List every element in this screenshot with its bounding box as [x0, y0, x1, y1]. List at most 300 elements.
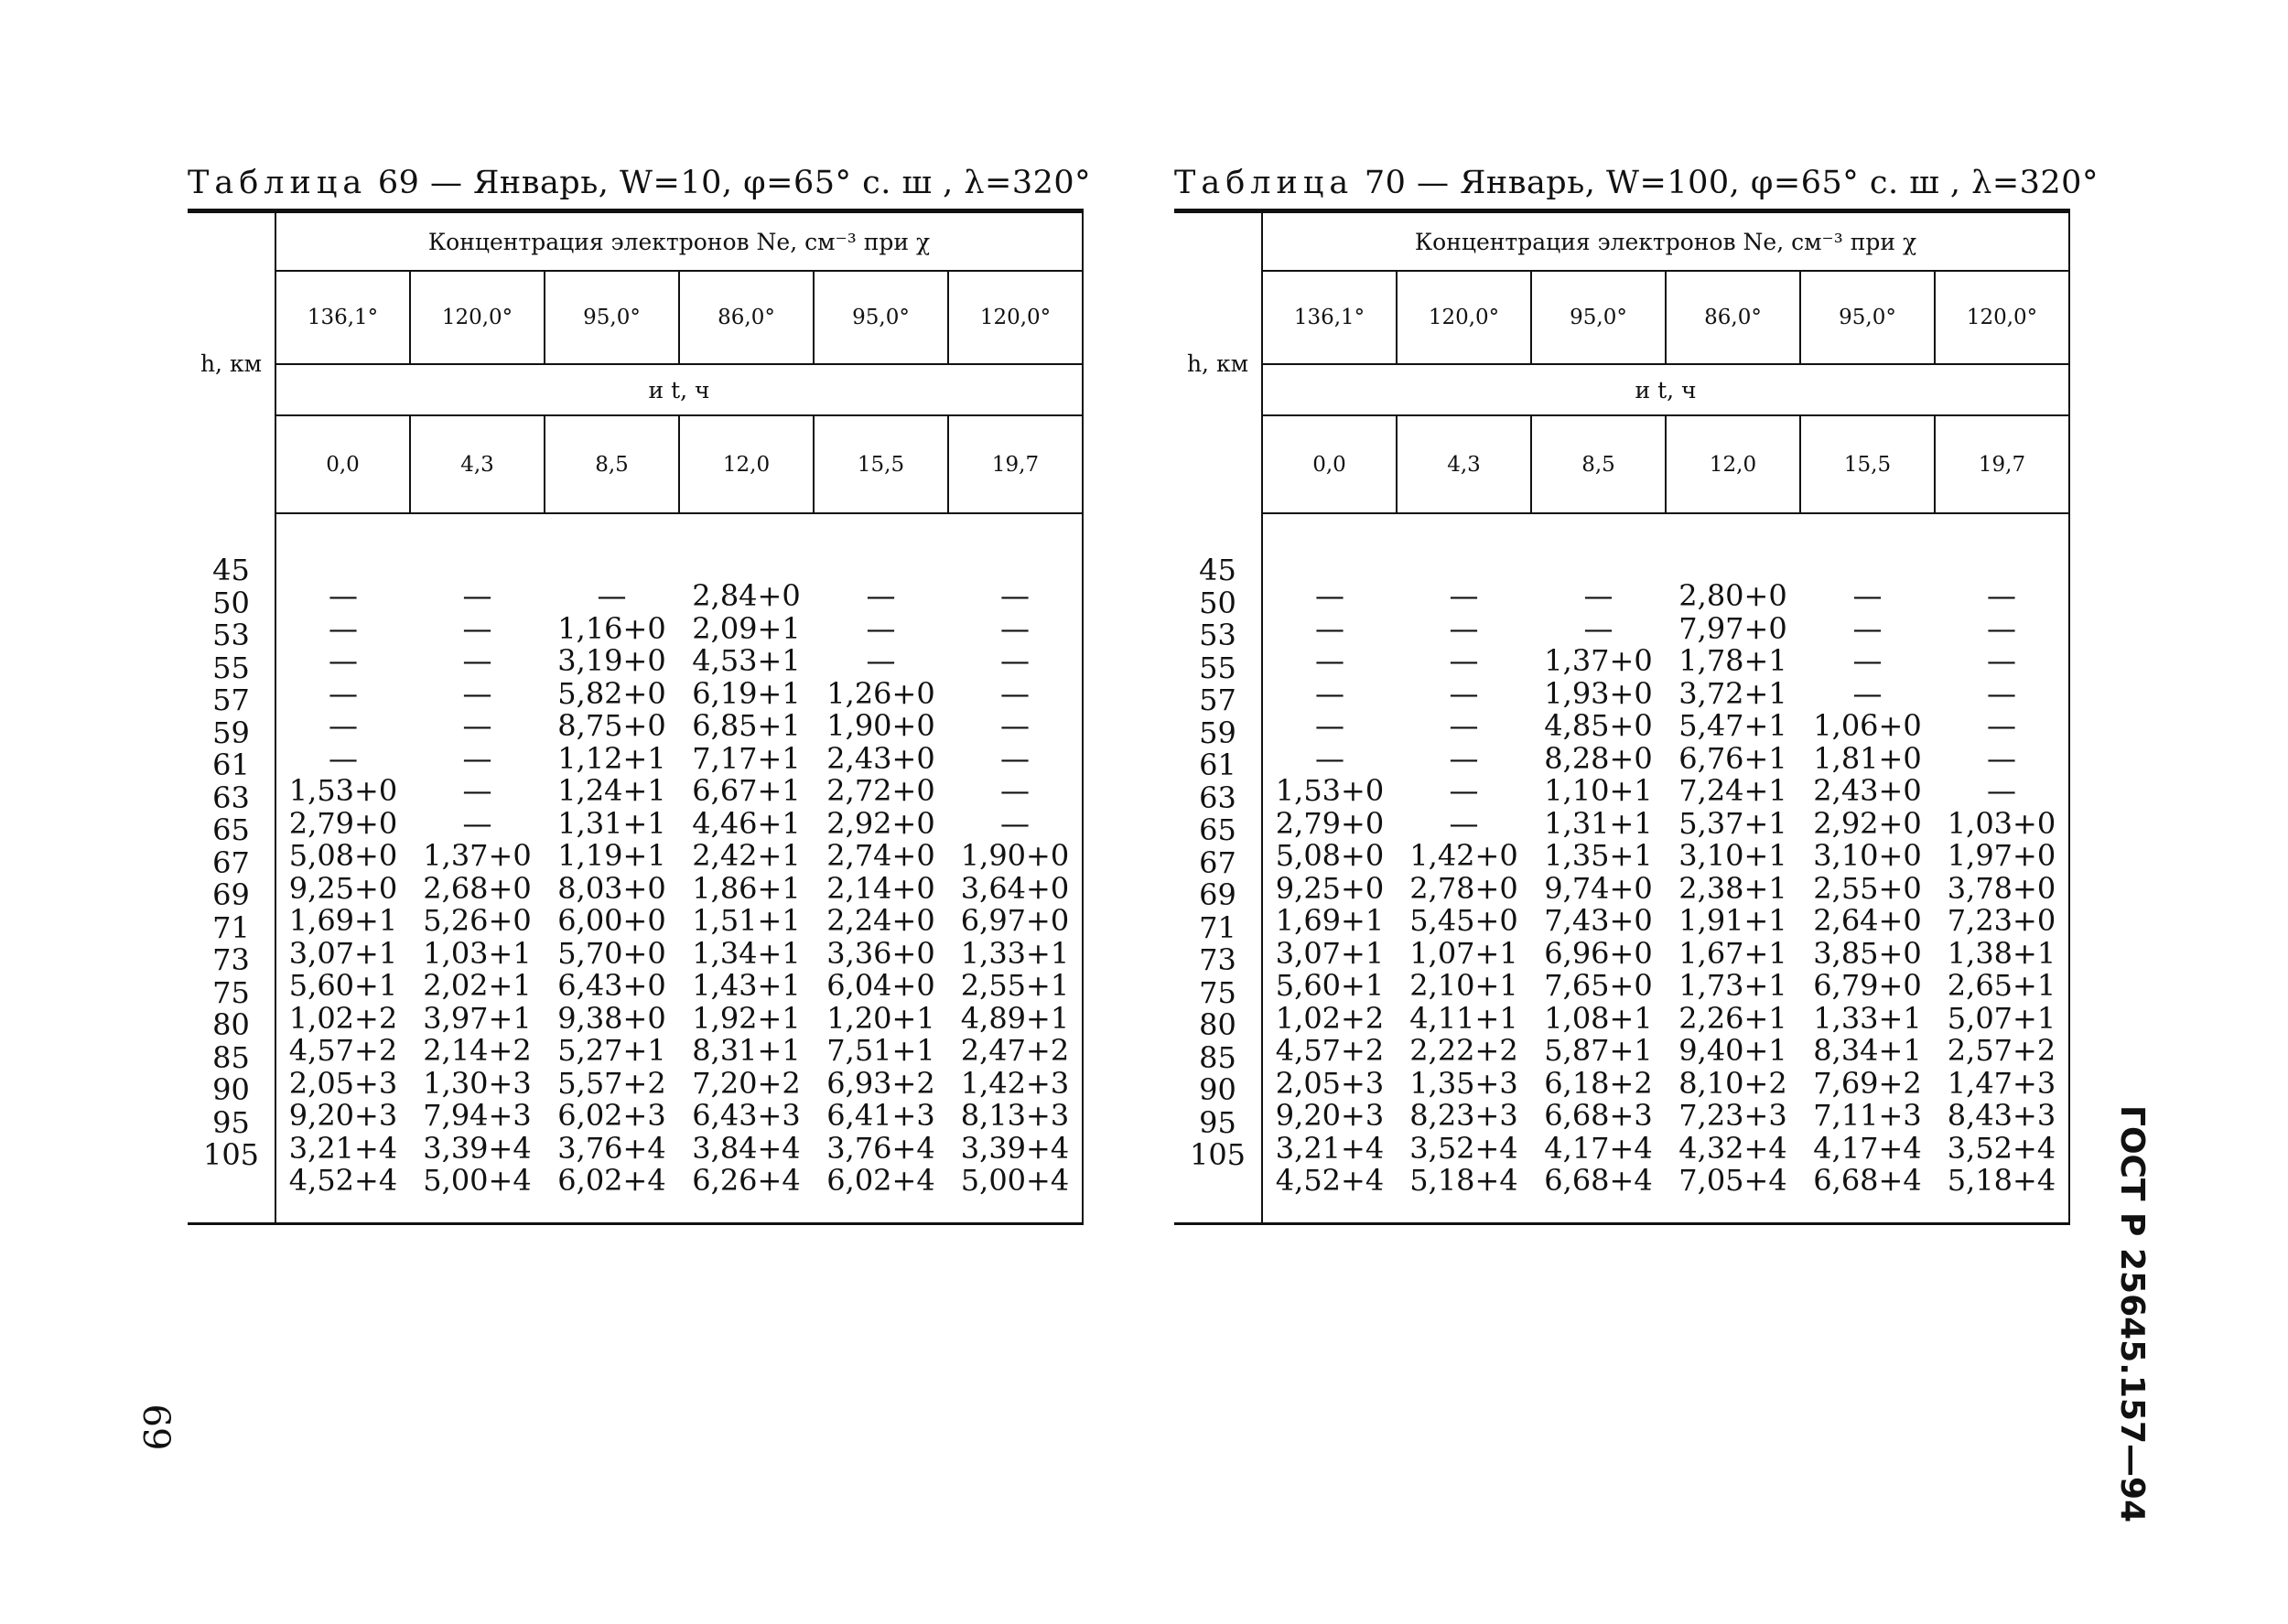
chi-cell: 86,0° [679, 271, 814, 364]
t-cell: 4,3 [1397, 415, 1531, 513]
table-cell: 6,79+0 [1813, 968, 1922, 1003]
caption-text: 69 — Январь, W=10, φ=65° с. ш , λ=320° [377, 165, 1092, 201]
time-header: и t, ч [1262, 364, 2069, 415]
table-cell: 5,60+1 [1275, 968, 1385, 1003]
table-cell: 3,19+0 [557, 643, 666, 678]
altitude-value: 90 [1199, 1072, 1236, 1107]
table-cell: — [329, 708, 358, 743]
table-cell: — [866, 610, 896, 646]
table-cell: — [1449, 805, 1479, 841]
table-cell: 1,12+1 [557, 740, 666, 776]
table-cell: — [1987, 643, 2016, 678]
table-cell: 4,52+4 [288, 1163, 398, 1198]
altitude-value: 95 [1199, 1104, 1236, 1140]
table-69 [188, 165, 1091, 1225]
altitude-value: 69 [1199, 877, 1236, 912]
table-cell: — [462, 708, 492, 743]
table-cell: 1,43+1 [692, 968, 801, 1003]
altitude-value: 69 [212, 877, 250, 912]
table-cell: 4,32+4 [1678, 1130, 1787, 1166]
table-cell: 8,23+3 [1409, 1098, 1518, 1133]
table-cell: 8,28+0 [1544, 740, 1653, 776]
altitude-value: 61 [212, 747, 250, 782]
table-cell: 5,08+0 [1275, 838, 1385, 873]
altitude-value: 50 [1199, 585, 1236, 620]
table-cell: — [1000, 643, 1030, 678]
table-cell: — [1449, 773, 1479, 808]
table-cell: 1,31+1 [557, 805, 666, 841]
table-cell: 6,67+1 [692, 773, 801, 808]
table-cell: — [1987, 578, 2016, 613]
table-cell: 6,41+3 [826, 1098, 935, 1133]
table-cell: — [1449, 610, 1479, 646]
table-cell: — [1000, 610, 1030, 646]
table-70 [1174, 165, 2099, 1225]
table-cell: 3,10+0 [1813, 838, 1922, 873]
table-cell: 1,91+1 [1678, 903, 1787, 938]
table-cell: 1,47+3 [1947, 1065, 2056, 1101]
table-cell: 1,06+0 [1813, 708, 1922, 743]
value-column [1397, 513, 1531, 1223]
page-number: 69 [135, 1404, 177, 1451]
table-cell: 7,17+1 [692, 740, 801, 776]
chi-cell: 95,0° [1531, 271, 1666, 364]
table-cell: — [1315, 740, 1344, 776]
table-cell: 9,20+3 [288, 1098, 398, 1133]
table-cell: — [1987, 708, 2016, 743]
table-cell: 3,07+1 [288, 935, 398, 971]
table-cell: 2,55+1 [960, 968, 1070, 1003]
value-column [948, 513, 1083, 1223]
table-cell: 9,25+0 [1275, 870, 1385, 906]
table-cell: 2,80+0 [1678, 578, 1787, 613]
time-header: и t, ч [275, 364, 1083, 415]
altitude-value: 63 [1199, 780, 1236, 815]
conc-header: Концентрация электронов Ne, см⁻³ при χ [275, 211, 1083, 272]
table-cell: 2,74+0 [826, 838, 935, 873]
table-cell: 2,14+0 [826, 870, 935, 906]
table-cell: 3,36+0 [826, 935, 935, 971]
table-cell: 1,42+0 [1409, 838, 1518, 873]
altitude-value: 53 [212, 618, 250, 652]
table-cell: — [1315, 675, 1344, 711]
table-cell: 5,18+4 [1947, 1163, 2056, 1198]
table-cell: — [1315, 578, 1344, 613]
table-cell: 2,65+1 [1947, 968, 2056, 1003]
table-cell: 9,25+0 [288, 870, 398, 906]
table-cell: — [1583, 578, 1613, 613]
value-column [814, 513, 948, 1223]
table-cell: 4,57+2 [1275, 1033, 1385, 1068]
table-cell: 4,53+1 [692, 643, 801, 678]
altitude-value: 53 [1199, 618, 1236, 652]
caption-text: 70 — Январь, W=100, φ=65° с. ш , λ=320° [1364, 165, 2099, 201]
table-cell: 1,42+3 [960, 1065, 1070, 1101]
table-cell: 4,52+4 [1275, 1163, 1385, 1198]
altitude-value: 85 [1199, 1039, 1236, 1075]
table-cell: 1,53+0 [288, 773, 398, 808]
table-cell: 5,45+0 [1409, 903, 1518, 938]
table-cell: 2,26+1 [1678, 1000, 1787, 1036]
table-cell: 1,67+1 [1678, 935, 1787, 971]
table-cell: 7,05+4 [1678, 1163, 1787, 1198]
table-cell: — [1315, 643, 1344, 678]
table-cell: — [462, 610, 492, 646]
table-cell: 1,51+1 [692, 903, 801, 938]
table-cell: 2,02+1 [423, 968, 532, 1003]
chi-cell: 120,0° [410, 271, 545, 364]
table-cell: 1,26+0 [826, 675, 935, 711]
table-cell: 6,02+4 [826, 1163, 935, 1198]
table-cell: 8,43+3 [1947, 1098, 2056, 1133]
table-cell: 2,92+0 [1813, 805, 1922, 841]
altitude-value: 55 [212, 650, 250, 685]
t-cell: 8,5 [1531, 415, 1666, 513]
table-cell: 3,84+4 [692, 1130, 801, 1166]
table-cell: — [1987, 610, 2016, 646]
table-cell: 2,24+0 [826, 903, 935, 938]
value-column [1800, 513, 1935, 1223]
table-cell: — [1852, 643, 1883, 678]
table-cell: — [329, 610, 358, 646]
table-cell: 2,57+2 [1947, 1033, 2056, 1068]
table-cell: — [1987, 740, 2016, 776]
t-cell: 19,7 [948, 415, 1083, 513]
table-cell: — [1000, 675, 1030, 711]
table-cell: 1,02+2 [288, 1000, 398, 1036]
table-cell: — [1583, 610, 1613, 646]
table-cell: 5,70+0 [557, 935, 666, 971]
table-cell: 3,39+4 [960, 1130, 1070, 1166]
table-cell: 3,76+4 [826, 1130, 935, 1166]
table-cell: 6,43+0 [557, 968, 666, 1003]
table-cell: — [1000, 740, 1030, 776]
table-cell: 7,20+2 [692, 1065, 801, 1101]
table-cell: 1,02+2 [1275, 1000, 1385, 1036]
table-cell: 3,52+4 [1947, 1130, 2056, 1166]
value-column [1935, 513, 2069, 1223]
table-cell: 6,96+0 [1544, 935, 1653, 971]
value-column [275, 513, 410, 1223]
table-cell: 2,84+0 [692, 578, 801, 613]
value-column [1262, 513, 1397, 1223]
altitude-value: 80 [212, 1007, 250, 1042]
table-cell: 3,78+0 [1947, 870, 2056, 906]
table-cell: 6,68+4 [1813, 1163, 1922, 1198]
table-cell: 2,55+0 [1813, 870, 1922, 906]
table-cell: 1,31+1 [1544, 805, 1653, 841]
table-cell: 2,79+0 [1275, 805, 1385, 841]
altitude-value: 61 [1199, 747, 1236, 782]
table-cell: 3,07+1 [1275, 935, 1385, 971]
chi-cell: 86,0° [1666, 271, 1800, 364]
altitude-value: 90 [212, 1072, 250, 1107]
table-cell: 3,76+4 [557, 1130, 666, 1166]
table-cell: — [866, 643, 896, 678]
altitude-value: 59 [212, 715, 250, 750]
table-cell: 2,43+0 [1813, 773, 1922, 808]
table-cell: — [1449, 708, 1479, 743]
table-cell: 1,34+1 [692, 935, 801, 971]
altitude-value: 73 [212, 942, 250, 977]
table-cell: — [329, 643, 358, 678]
t-cell: 4,3 [410, 415, 545, 513]
table-cell: 1,78+1 [1678, 643, 1787, 678]
altitude-value: 71 [1199, 909, 1236, 945]
altitude-value: 45 [1199, 553, 1236, 587]
altitude-value: 105 [202, 1137, 260, 1172]
table-cell: 6,04+0 [826, 968, 935, 1003]
caption-prefix: Таблица [1174, 165, 1354, 201]
table-cell: 8,13+3 [960, 1098, 1070, 1133]
table-cell: 9,40+1 [1678, 1033, 1787, 1068]
altitude-value: 45 [212, 553, 250, 587]
table-cell: 1,93+0 [1544, 675, 1653, 711]
table-cell: 1,38+1 [1947, 935, 2056, 971]
altitude-value: 75 [212, 974, 250, 1010]
table-cell: 9,74+0 [1544, 870, 1653, 906]
table-cell: 8,03+0 [557, 870, 666, 906]
table-cell: 3,72+1 [1678, 675, 1787, 711]
table-cell: 1,16+0 [557, 610, 666, 646]
table-cell: 7,23+3 [1678, 1098, 1787, 1133]
altitude-value: 105 [1189, 1137, 1247, 1172]
table-cell: 5,00+4 [960, 1163, 1070, 1198]
table-cell: 5,27+1 [557, 1033, 666, 1068]
table-cell: 5,57+2 [557, 1065, 666, 1101]
table-cell: 1,30+3 [423, 1065, 532, 1101]
chi-cell: 120,0° [1935, 271, 2069, 364]
t-cell: 19,7 [1935, 415, 2069, 513]
table-cell: — [1315, 610, 1344, 646]
table-cell: — [1000, 578, 1030, 613]
table-cell: 5,07+1 [1947, 1000, 2056, 1036]
table-cell: 2,10+1 [1409, 968, 1518, 1003]
table-cell: 4,89+1 [960, 1000, 1070, 1036]
altitude-value: 73 [1199, 942, 1236, 977]
table-cell: 2,47+2 [960, 1033, 1070, 1068]
table-cell: 6,19+1 [692, 675, 801, 711]
table-cell: — [1000, 805, 1030, 841]
table-cell: 1,35+1 [1544, 838, 1653, 873]
table-cell: 2,05+3 [1275, 1065, 1385, 1101]
altitude-value: 80 [1199, 1007, 1236, 1042]
table-cell: 6,68+4 [1544, 1163, 1653, 1198]
altitude-value: 67 [212, 844, 250, 880]
altitude-value: 95 [212, 1104, 250, 1140]
table-cell: 2,68+0 [423, 870, 532, 906]
table-cell: 7,69+2 [1813, 1065, 1922, 1101]
altitude-value: 85 [212, 1039, 250, 1075]
table-cell: 4,11+1 [1409, 1000, 1518, 1036]
table-cell: 3,21+4 [1275, 1130, 1385, 1166]
table-cell: 7,43+0 [1544, 903, 1653, 938]
altitude-value: 59 [1199, 715, 1236, 750]
table-cell: 1,37+0 [423, 838, 532, 873]
table-cell: 5,47+1 [1678, 708, 1787, 743]
table-cell: 6,76+1 [1678, 740, 1787, 776]
table-cell: 1,07+1 [1409, 935, 1518, 971]
table-cell: 3,10+1 [1678, 838, 1787, 873]
table-cell: 6,85+1 [692, 708, 801, 743]
table-cell: 7,11+3 [1813, 1098, 1922, 1133]
altitude-value: 65 [212, 812, 250, 847]
table-cell: 6,00+0 [557, 903, 666, 938]
table-cell: 5,37+1 [1678, 805, 1787, 841]
table-cell: 3,85+0 [1813, 935, 1922, 971]
table-cell: 3,39+4 [423, 1130, 532, 1166]
table-cell: 1,35+3 [1409, 1065, 1518, 1101]
value-column [679, 513, 814, 1223]
table-cell: 1,33+1 [1813, 1000, 1922, 1036]
h-column [188, 513, 275, 1223]
table-cell: 6,68+3 [1544, 1098, 1653, 1133]
table-cell: — [1000, 708, 1030, 743]
chi-cell: 95,0° [545, 271, 679, 364]
table-cell: — [329, 675, 358, 711]
table-cell: 5,60+1 [288, 968, 398, 1003]
altitude-value: 50 [212, 585, 250, 620]
t-cell: 0,0 [1262, 415, 1397, 513]
table-cell: 2,14+2 [423, 1033, 532, 1068]
table-cell: 2,78+0 [1409, 870, 1518, 906]
table-cell: 1,92+1 [692, 1000, 801, 1036]
table-cell: — [866, 578, 896, 613]
table-cell: 6,18+2 [1544, 1065, 1653, 1101]
data-table [1174, 209, 2070, 1225]
table-cell: 1,03+0 [1947, 805, 2056, 841]
table-cell: 1,90+0 [826, 708, 935, 743]
table-cell: 1,33+1 [960, 935, 1070, 971]
chi-cell: 120,0° [948, 271, 1083, 364]
table-cell: — [462, 675, 492, 711]
altitude-value: 71 [212, 909, 250, 945]
chi-cell: 120,0° [1397, 271, 1531, 364]
t-cell: 8,5 [545, 415, 679, 513]
table-caption [1174, 165, 2099, 201]
table-cell: — [1449, 740, 1479, 776]
table-cell: 7,23+0 [1947, 903, 2056, 938]
table-cell: 3,64+0 [960, 870, 1070, 906]
h-header: h, км [188, 211, 275, 514]
h-column [1174, 513, 1262, 1223]
table-cell: 1,73+1 [1678, 968, 1787, 1003]
table-cell: 2,22+2 [1409, 1033, 1518, 1068]
table-cell: — [1987, 675, 2016, 711]
table-cell: 7,24+1 [1678, 773, 1787, 808]
t-cell: 0,0 [275, 415, 410, 513]
table-cell: 5,26+0 [423, 903, 532, 938]
table-cell: 5,00+4 [423, 1163, 532, 1198]
table-cell: — [1449, 675, 1479, 711]
table-cell: 6,02+3 [557, 1098, 666, 1133]
table-cell: 7,97+0 [1678, 610, 1787, 646]
table-cell: — [462, 773, 492, 808]
table-cell: 5,18+4 [1409, 1163, 1518, 1198]
value-column [1531, 513, 1666, 1223]
table-caption [188, 165, 1091, 201]
table-cell: 1,53+0 [1275, 773, 1385, 808]
table-cell: 1,69+1 [1275, 903, 1385, 938]
table-cell: — [1315, 708, 1344, 743]
table-cell: — [1852, 578, 1883, 613]
t-cell: 12,0 [679, 415, 814, 513]
t-cell: 15,5 [814, 415, 948, 513]
table-cell: 8,75+0 [557, 708, 666, 743]
table-cell: — [1449, 643, 1479, 678]
table-cell: 7,65+0 [1544, 968, 1653, 1003]
table-cell: 6,02+4 [557, 1163, 666, 1198]
altitude-value: 67 [1199, 844, 1236, 880]
table-cell: 2,43+0 [826, 740, 935, 776]
table-cell: 8,10+2 [1678, 1065, 1787, 1101]
table-cell: 3,97+1 [423, 1000, 532, 1036]
h-header: h, км [1174, 211, 1262, 514]
table-cell: 9,20+3 [1275, 1098, 1385, 1133]
value-column [410, 513, 545, 1223]
table-cell: 1,19+1 [557, 838, 666, 873]
table-cell: 2,09+1 [692, 610, 801, 646]
value-column [1666, 513, 1800, 1223]
table-cell: 6,26+4 [692, 1163, 801, 1198]
table-cell: — [1852, 675, 1883, 711]
table-cell: 6,43+3 [692, 1098, 801, 1133]
table-cell: 1,08+1 [1544, 1000, 1653, 1036]
caption-prefix: Таблица [188, 165, 368, 201]
chi-cell: 136,1° [1262, 271, 1397, 364]
table-cell: 7,51+1 [826, 1033, 935, 1068]
altitude-value: 57 [1199, 683, 1236, 717]
table-cell: 9,38+0 [557, 1000, 666, 1036]
table-cell: 2,42+1 [692, 838, 801, 873]
table-cell: 4,46+1 [692, 805, 801, 841]
table-cell: 6,93+2 [826, 1065, 935, 1101]
value-column [545, 513, 679, 1223]
table-cell: 6,97+0 [960, 903, 1070, 938]
table-cell: — [1000, 773, 1030, 808]
table-cell: — [462, 578, 492, 613]
table-cell: 2,79+0 [288, 805, 398, 841]
altitude-value: 55 [1199, 650, 1236, 685]
table-cell: — [329, 578, 358, 613]
table-cell: 1,86+1 [692, 870, 801, 906]
table-cell: 2,05+3 [288, 1065, 398, 1101]
table-cell: 5,08+0 [288, 838, 398, 873]
conc-header: Концентрация электронов Ne, см⁻³ при χ [1262, 211, 2069, 272]
table-cell: 1,69+1 [288, 903, 398, 938]
chi-cell: 136,1° [275, 271, 410, 364]
table-cell: 1,03+1 [423, 935, 532, 971]
table-cell: — [462, 643, 492, 678]
altitude-value: 65 [1199, 812, 1236, 847]
table-cell: 4,85+0 [1544, 708, 1653, 743]
table-cell: — [462, 805, 492, 841]
table-cell: 1,37+0 [1544, 643, 1653, 678]
data-table [188, 209, 1084, 1225]
table-cell: 4,17+4 [1544, 1130, 1653, 1166]
table-cell: 2,64+0 [1813, 903, 1922, 938]
table-cell: 1,81+0 [1813, 740, 1922, 776]
table-cell: 4,57+2 [288, 1033, 398, 1068]
table-cell: — [1852, 610, 1883, 646]
table-cell: 7,94+3 [423, 1098, 532, 1133]
table-cell: 2,72+0 [826, 773, 935, 808]
chi-cell: 95,0° [1800, 271, 1935, 364]
table-cell: — [1449, 578, 1479, 613]
t-cell: 12,0 [1666, 415, 1800, 513]
table-cell: 5,87+1 [1544, 1033, 1653, 1068]
table-cell: — [462, 740, 492, 776]
